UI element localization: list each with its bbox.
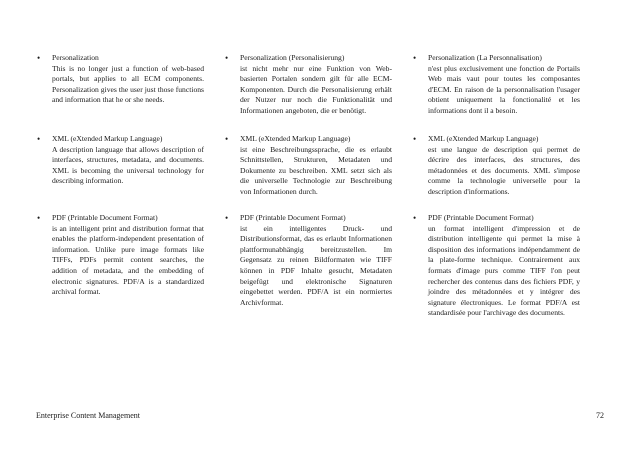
bullet-icon: • xyxy=(225,134,229,144)
bullet-icon: • xyxy=(413,53,417,63)
footer-document-title: Enterprise Content Management xyxy=(36,411,140,420)
definition: is an intelligent print and distribution format that enables the platform-independent presentation of information. Unlike pure image formats like TIFFs, PDFs permit content searches, the addition of metadata, and the embedding of electronic signatures. PDF/A is a standardized archival format. xyxy=(52,223,204,297)
term: PDF (Printable Document Format) xyxy=(52,213,158,222)
page-number: 72 xyxy=(596,411,604,420)
definition: est une langue de description qui permet de décrire des interfaces, des structures, des métadonnées et des documents. XML s'impose comme la technologie universelle pour la description d'informations. xyxy=(428,144,580,196)
bullet-icon: • xyxy=(413,134,417,144)
glossary-entry-personalization-de xyxy=(224,53,392,117)
definition: un format intelligent d'impression et de distribution intelligente qui permet la mise à disposition des informations indépendamment de la plate-forme technique. Contrairement aux formats d'image purs comme TIFF l'on peut rechercher des contenus dans des fichiers PDF, y joindre des métadonnées et y intégrer des signature électroniques. Le format PDF/A est standardisée pour l'archivage des documents. xyxy=(428,223,580,318)
term: PDF (Printable Document Format) xyxy=(240,213,346,222)
bullet-icon: • xyxy=(225,53,229,63)
glossary-entry-pdf-en xyxy=(36,213,204,298)
definition: n'est plus exclusivement une fonction de Portails Web mais vaut pour toutes les composantes d'ECM. En raison de la personnalisation l'usager obtient uniquement la fonctionalité et les informations dont il a besoin. xyxy=(428,63,580,115)
bullet-icon: • xyxy=(37,134,41,144)
glossary-entry-pdf-de xyxy=(224,213,392,308)
glossary-entry-personalization-en xyxy=(36,53,204,106)
bullet-icon: • xyxy=(225,213,229,223)
definition: ist nicht mehr nur eine Funktion von Web-basierten Portalen sondern gilt für alle ECM-Komponenten. Durch die Personalisierung erhält der Nutzer nur noch die Funktionalität und Informationen angeboten, die er benötigt. xyxy=(240,63,392,115)
term: PDF (Printable Document Format) xyxy=(428,213,534,222)
term: Personalization (Personalisierung) xyxy=(240,53,345,62)
glossary-entry-xml-fr xyxy=(412,134,580,198)
definition: ist ein intelligentes Druck- und Distributionsformat, das es erlaubt Informationen plattformunabhängig bereitzustellen. Im Gegensatz zu reinen Bildformaten wie TIFF können in PDF Inhalte gesucht, Metadaten beigefügt und elektronische Signaturen eingebettet werden. PDF/A ist ein normiertes Archivformat. xyxy=(240,223,392,307)
glossary-entry-personalization-fr xyxy=(412,53,580,117)
term: Personalization (La Personnalisation) xyxy=(428,53,542,62)
bullet-icon: • xyxy=(37,213,41,223)
definition: This is no longer just a function of web-based portals, but applies to all ECM components. Personalization gives the user just those functions and information that he or she needs. xyxy=(52,63,204,105)
bullet-icon: • xyxy=(413,213,417,223)
term: XML (eXtended Markup Language) xyxy=(428,134,539,143)
term: XML (eXtended Markup Language) xyxy=(52,134,163,143)
glossary-entry-xml-en xyxy=(36,134,204,187)
term: XML (eXtended Markup Language) xyxy=(240,134,351,143)
glossary-entry-pdf-fr xyxy=(412,213,580,319)
definition: ist eine Beschreibungssprache, die es erlaubt Schnittstellen, Strukturen, Metadaten und Dokumente zu beschreiben. XML setzt sich als die universelle Technologie zur Beschreibung von Informationen durch. xyxy=(240,144,392,196)
glossary-entry-xml-de xyxy=(224,134,392,198)
term: Personalization xyxy=(52,53,99,62)
bullet-icon: • xyxy=(37,53,41,63)
definition: A description language that allows description of interfaces, structures, metadata, and documents. XML is becoming the universal technology for describing information. xyxy=(52,144,204,186)
